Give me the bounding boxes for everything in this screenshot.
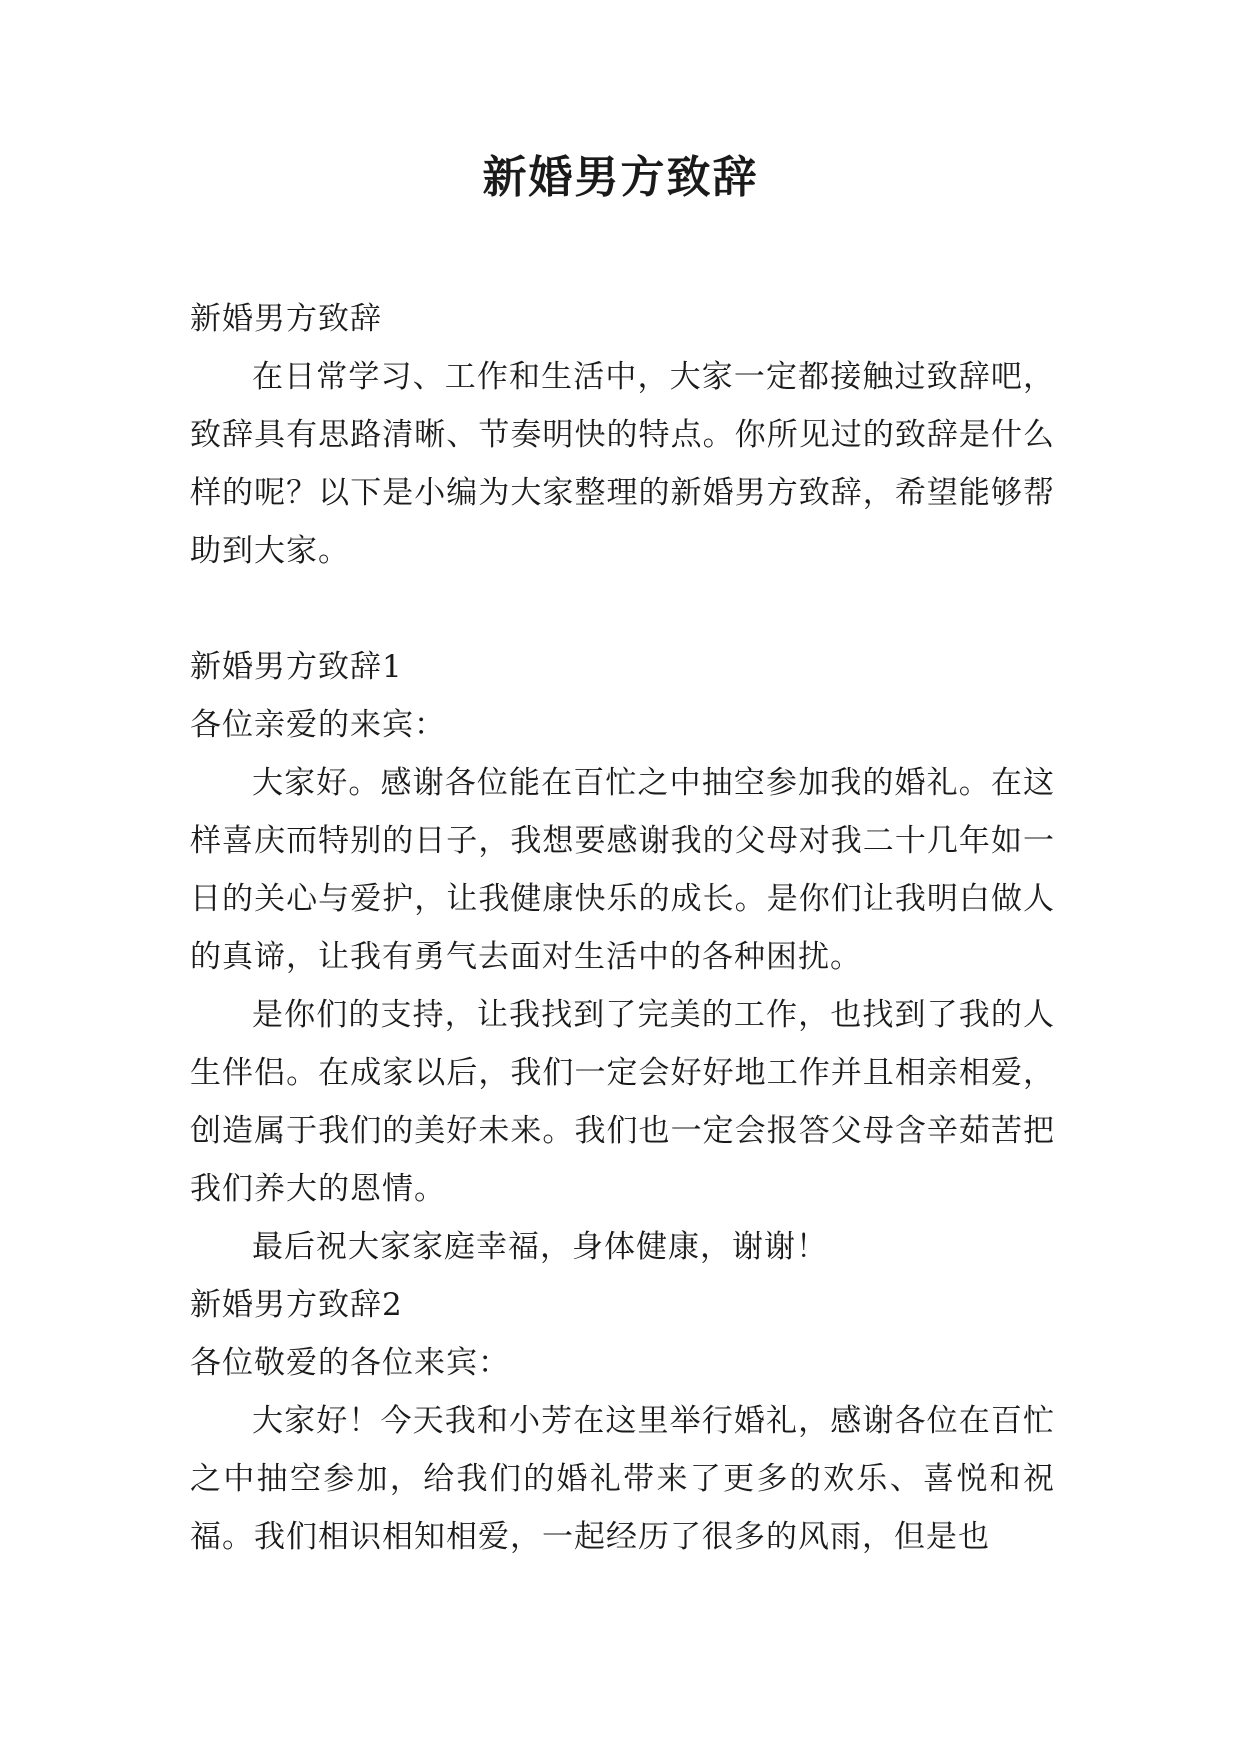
document-title: 新婚男方致辞: [482, 152, 759, 203]
section-heading-1: 新婚男方致辞1: [190, 649, 403, 685]
section-spacer: [190, 580, 1055, 638]
intro-paragraph: 在日常学习、工作和生活中，大家一定都接触过致辞吧，致辞具有思路清晰、节奏明快的特点。你所见过的致辞是什么样的呢？以下是小编为大家整理的新婚男方致辞，希望能够帮助到大家。: [190, 359, 1055, 569]
intro-heading: 新婚男方致辞: [190, 301, 382, 337]
body-paragraph: 大家好！今天我和小芳在这里举行婚礼，感谢各位在百忙之中抽空参加，给我们的婚礼带来了更多的欢乐、喜悦和祝福。我们相识相知相爱，一起经历了很多的风雨，但是也: [190, 1403, 1055, 1555]
section-heading-2: 新婚男方致辞2: [190, 1287, 403, 1323]
body-paragraph: 大家好。感谢各位能在百忙之中抽空参加我的婚礼。在这样喜庆而特别的日子，我想要感谢我的父母对我二十几年如一日的关心与爱护，让我健康快乐的成长。是你们让我明白做人的真谛，让我有勇气去面对生活中的各种困扰。: [190, 765, 1055, 975]
salutation-2: 各位敬爱的各位来宾：: [190, 1345, 510, 1381]
salutation-1: 各位亲爱的来宾：: [190, 707, 446, 743]
closing-paragraph: 最后祝大家家庭幸福，身体健康，谢谢！: [252, 1229, 828, 1265]
document-body: [190, 290, 1055, 1566]
body-paragraph: 是你们的支持，让我找到了完美的工作，也找到了我的人生伴侣。在成家以后，我们一定会好好地工作并且相亲相爱，创造属于我们的美好未来。我们也一定会报答父母含辛茹苦把我们养大的恩情。: [190, 997, 1055, 1207]
